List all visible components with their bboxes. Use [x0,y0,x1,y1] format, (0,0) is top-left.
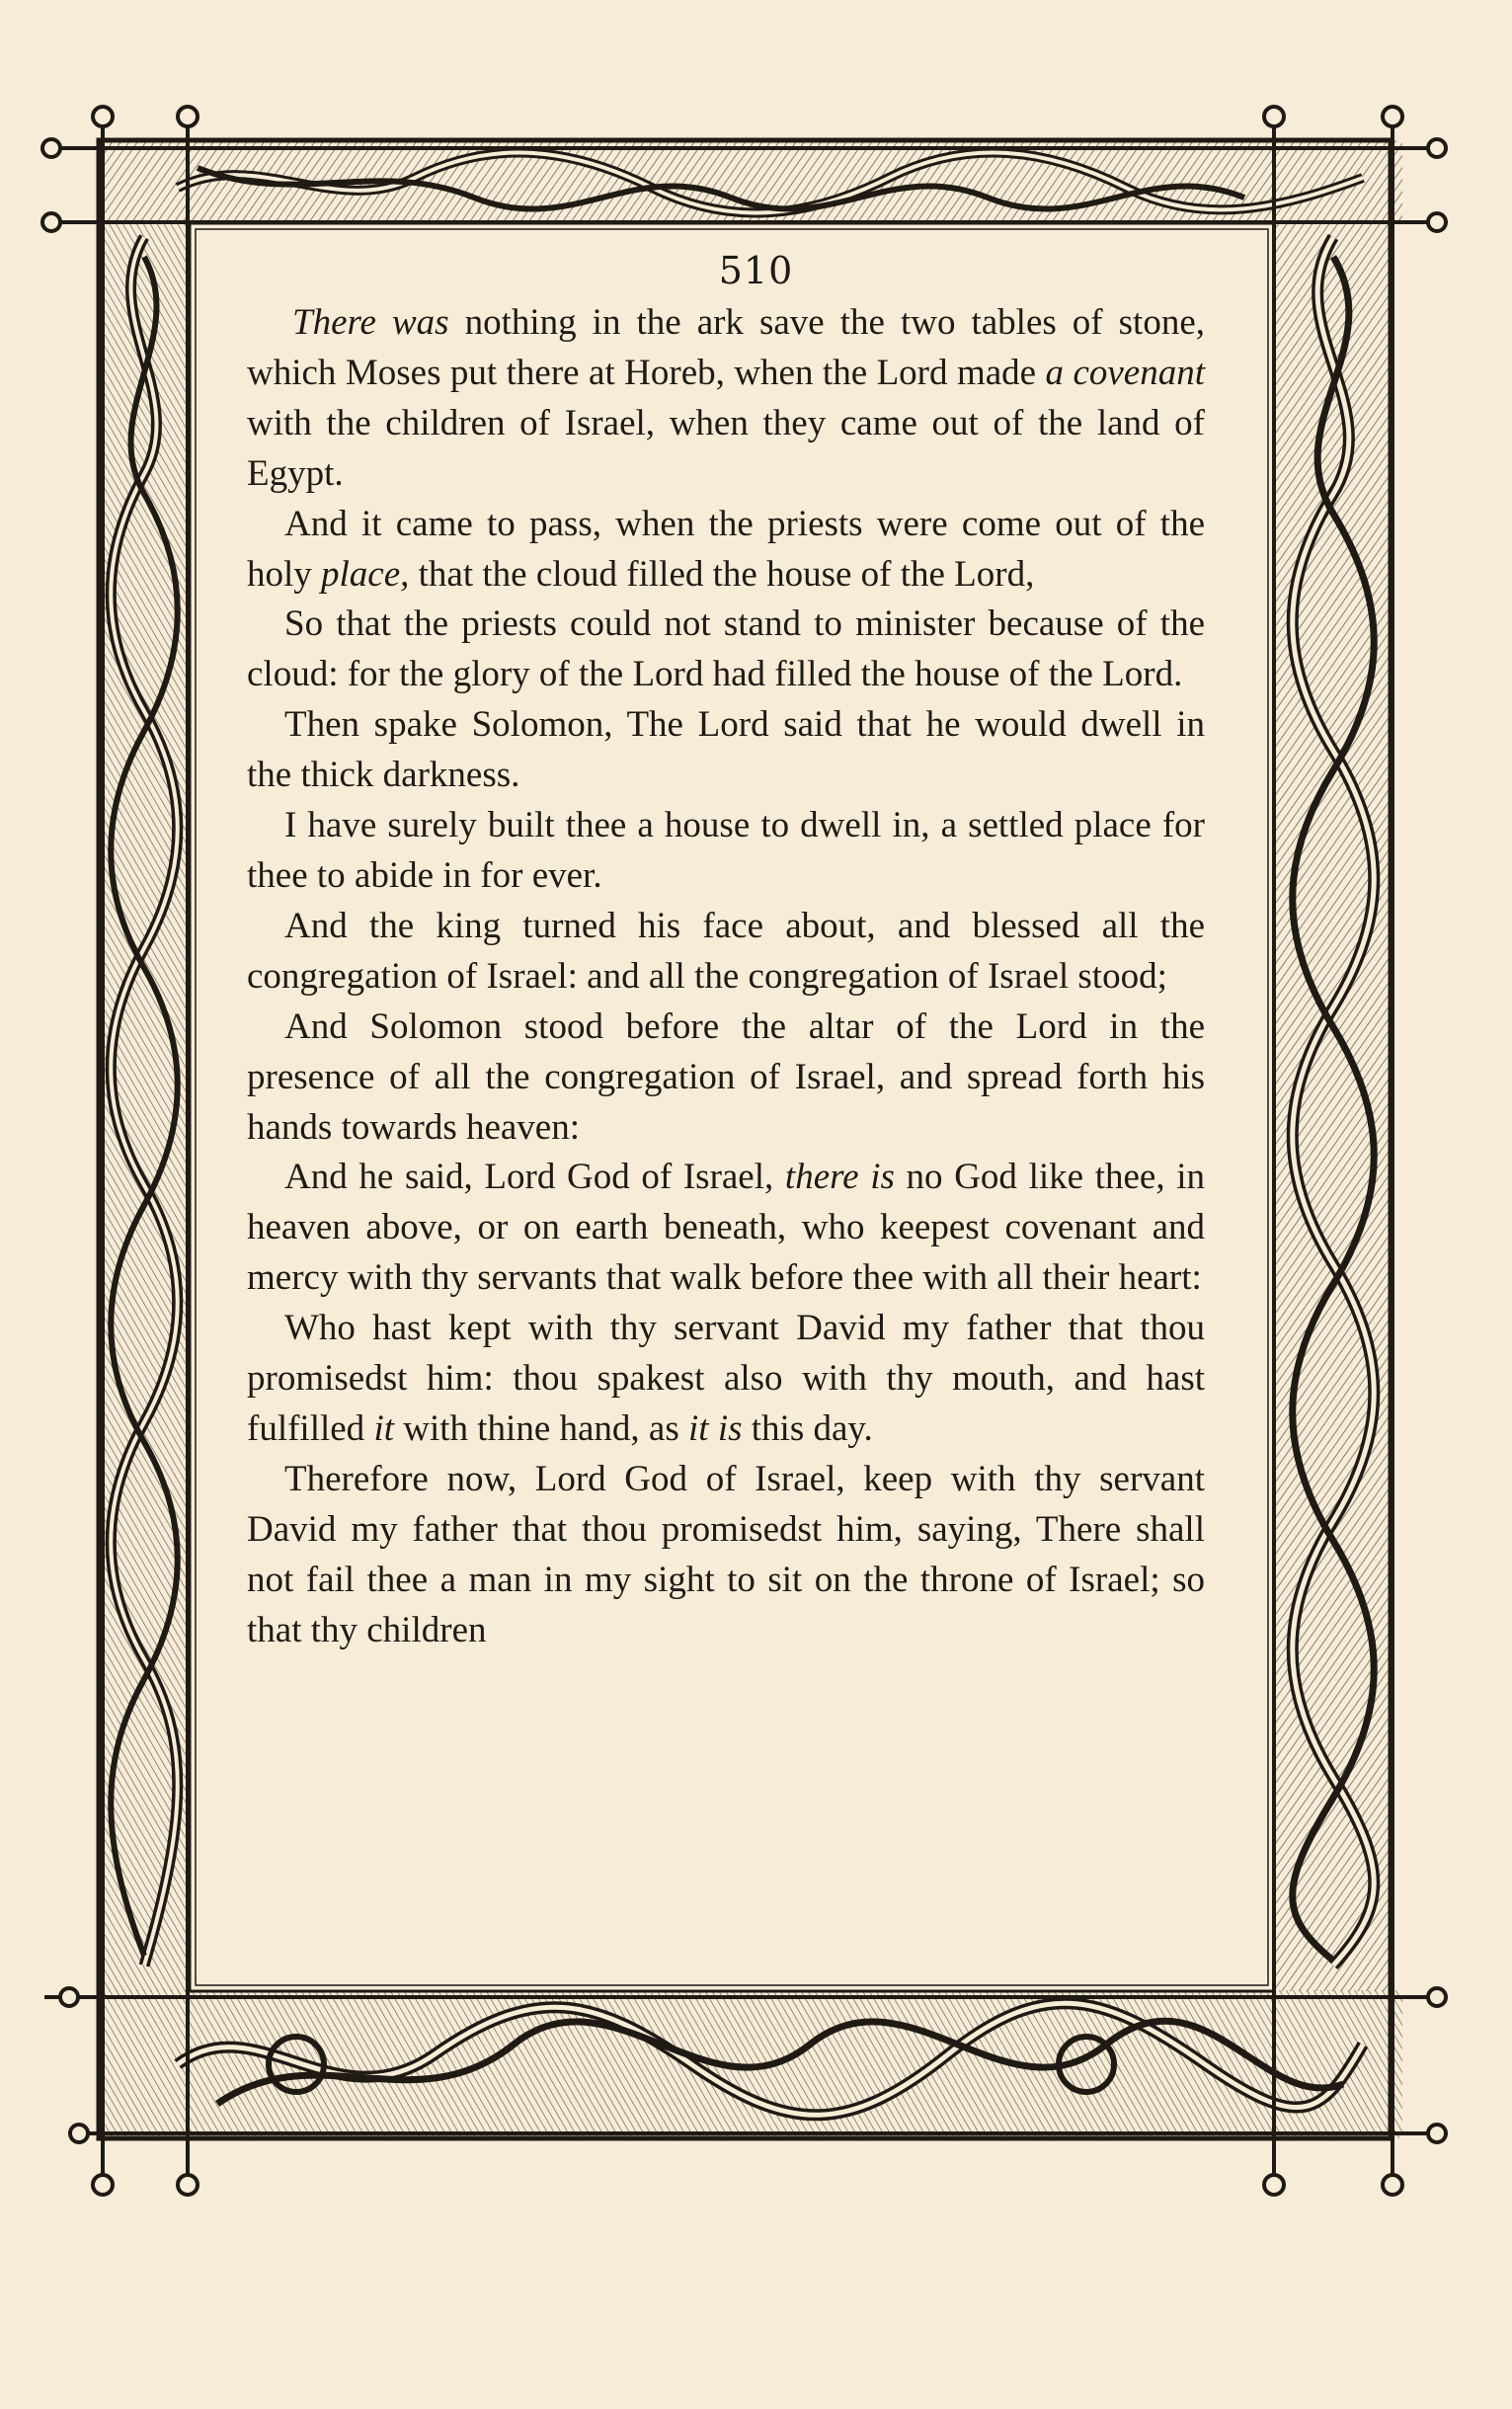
text-segment: nothing in the ark save the two tables [448,302,1073,343]
bottom-band [99,1990,1402,2138]
text-segment: this day. [742,1407,873,1449]
text-segment: no God like thee, in heaven above, or on earth beneath, who keepest covenant and mercy with thy servants that walk before thee with all their heart: [247,1157,1206,1299]
text-segment: of stone, which Moses put there at Horeb, when the Lord made [247,302,1205,393]
body-text [247,298,1205,1969]
verse-paragraph [247,1304,1205,1455]
verse-paragraph [247,298,1205,500]
verse-paragraph [247,500,1205,601]
text-segment: And it came to pass, when the priests were come out of the holy [247,503,1205,595]
italic-segment: There was [292,302,449,343]
text-segment: with the children of Israel, when they came out of the land of Egypt. [247,402,1205,494]
italic-segment: a covenant [1045,352,1206,393]
left-band [99,223,190,1991]
text-segment: Therefore now, Lord God of Israel, keep with thy servant David my father that thou promisedst him, saying, There shall not fail thee a man in my sight to sit on the throne of Israel; so that thy children [247,1458,1205,1650]
top-band [99,140,1402,223]
text-segment: Then spake Solomon, The Lord said that he would dwell in the thick darkness. [247,704,1205,796]
text-segment: with thine hand, as [394,1407,689,1449]
italic-segment: it [373,1407,394,1449]
italic-segment: place, [321,553,410,595]
text-segment: And Solomon stood before the altar of the Lord in the presence of all the congregation of Israel, and spread forth his hands towards heaven: [247,1005,1205,1148]
italic-segment: there is [784,1157,895,1198]
text-segment: Who hast kept with thy servant David my father that thou promisedst him: thou spakest also with thy mouth, and hast fulfilled [247,1308,1205,1449]
verse-paragraph [247,700,1205,801]
text-segment: And he said, Lord God of Israel, [284,1157,785,1198]
text-segment: So that the priests could not stand to minister because of the cloud: for the glory of the Lord had filled the house of the Lord. [247,603,1205,695]
verse-paragraph [247,1153,1205,1304]
verse-paragraph [247,902,1205,1003]
page-number: 510 [718,249,794,292]
text-segment: that the cloud filled the house of the Lord, [409,553,1035,595]
italic-segment: it is [688,1407,743,1449]
verse-paragraph [247,600,1205,700]
verse-paragraph [247,1003,1205,1154]
verse-paragraph [247,801,1205,902]
right-band [1274,223,1391,1991]
verse-paragraph [247,1455,1205,1656]
text-segment: And the king turned his face about, and blessed all the congregation of Israel: and all the congregation of Israel stood; [247,905,1205,997]
text-segment: I have surely built thee a house to dwell in, a settled place for thee to abide in for ever. [247,805,1205,896]
